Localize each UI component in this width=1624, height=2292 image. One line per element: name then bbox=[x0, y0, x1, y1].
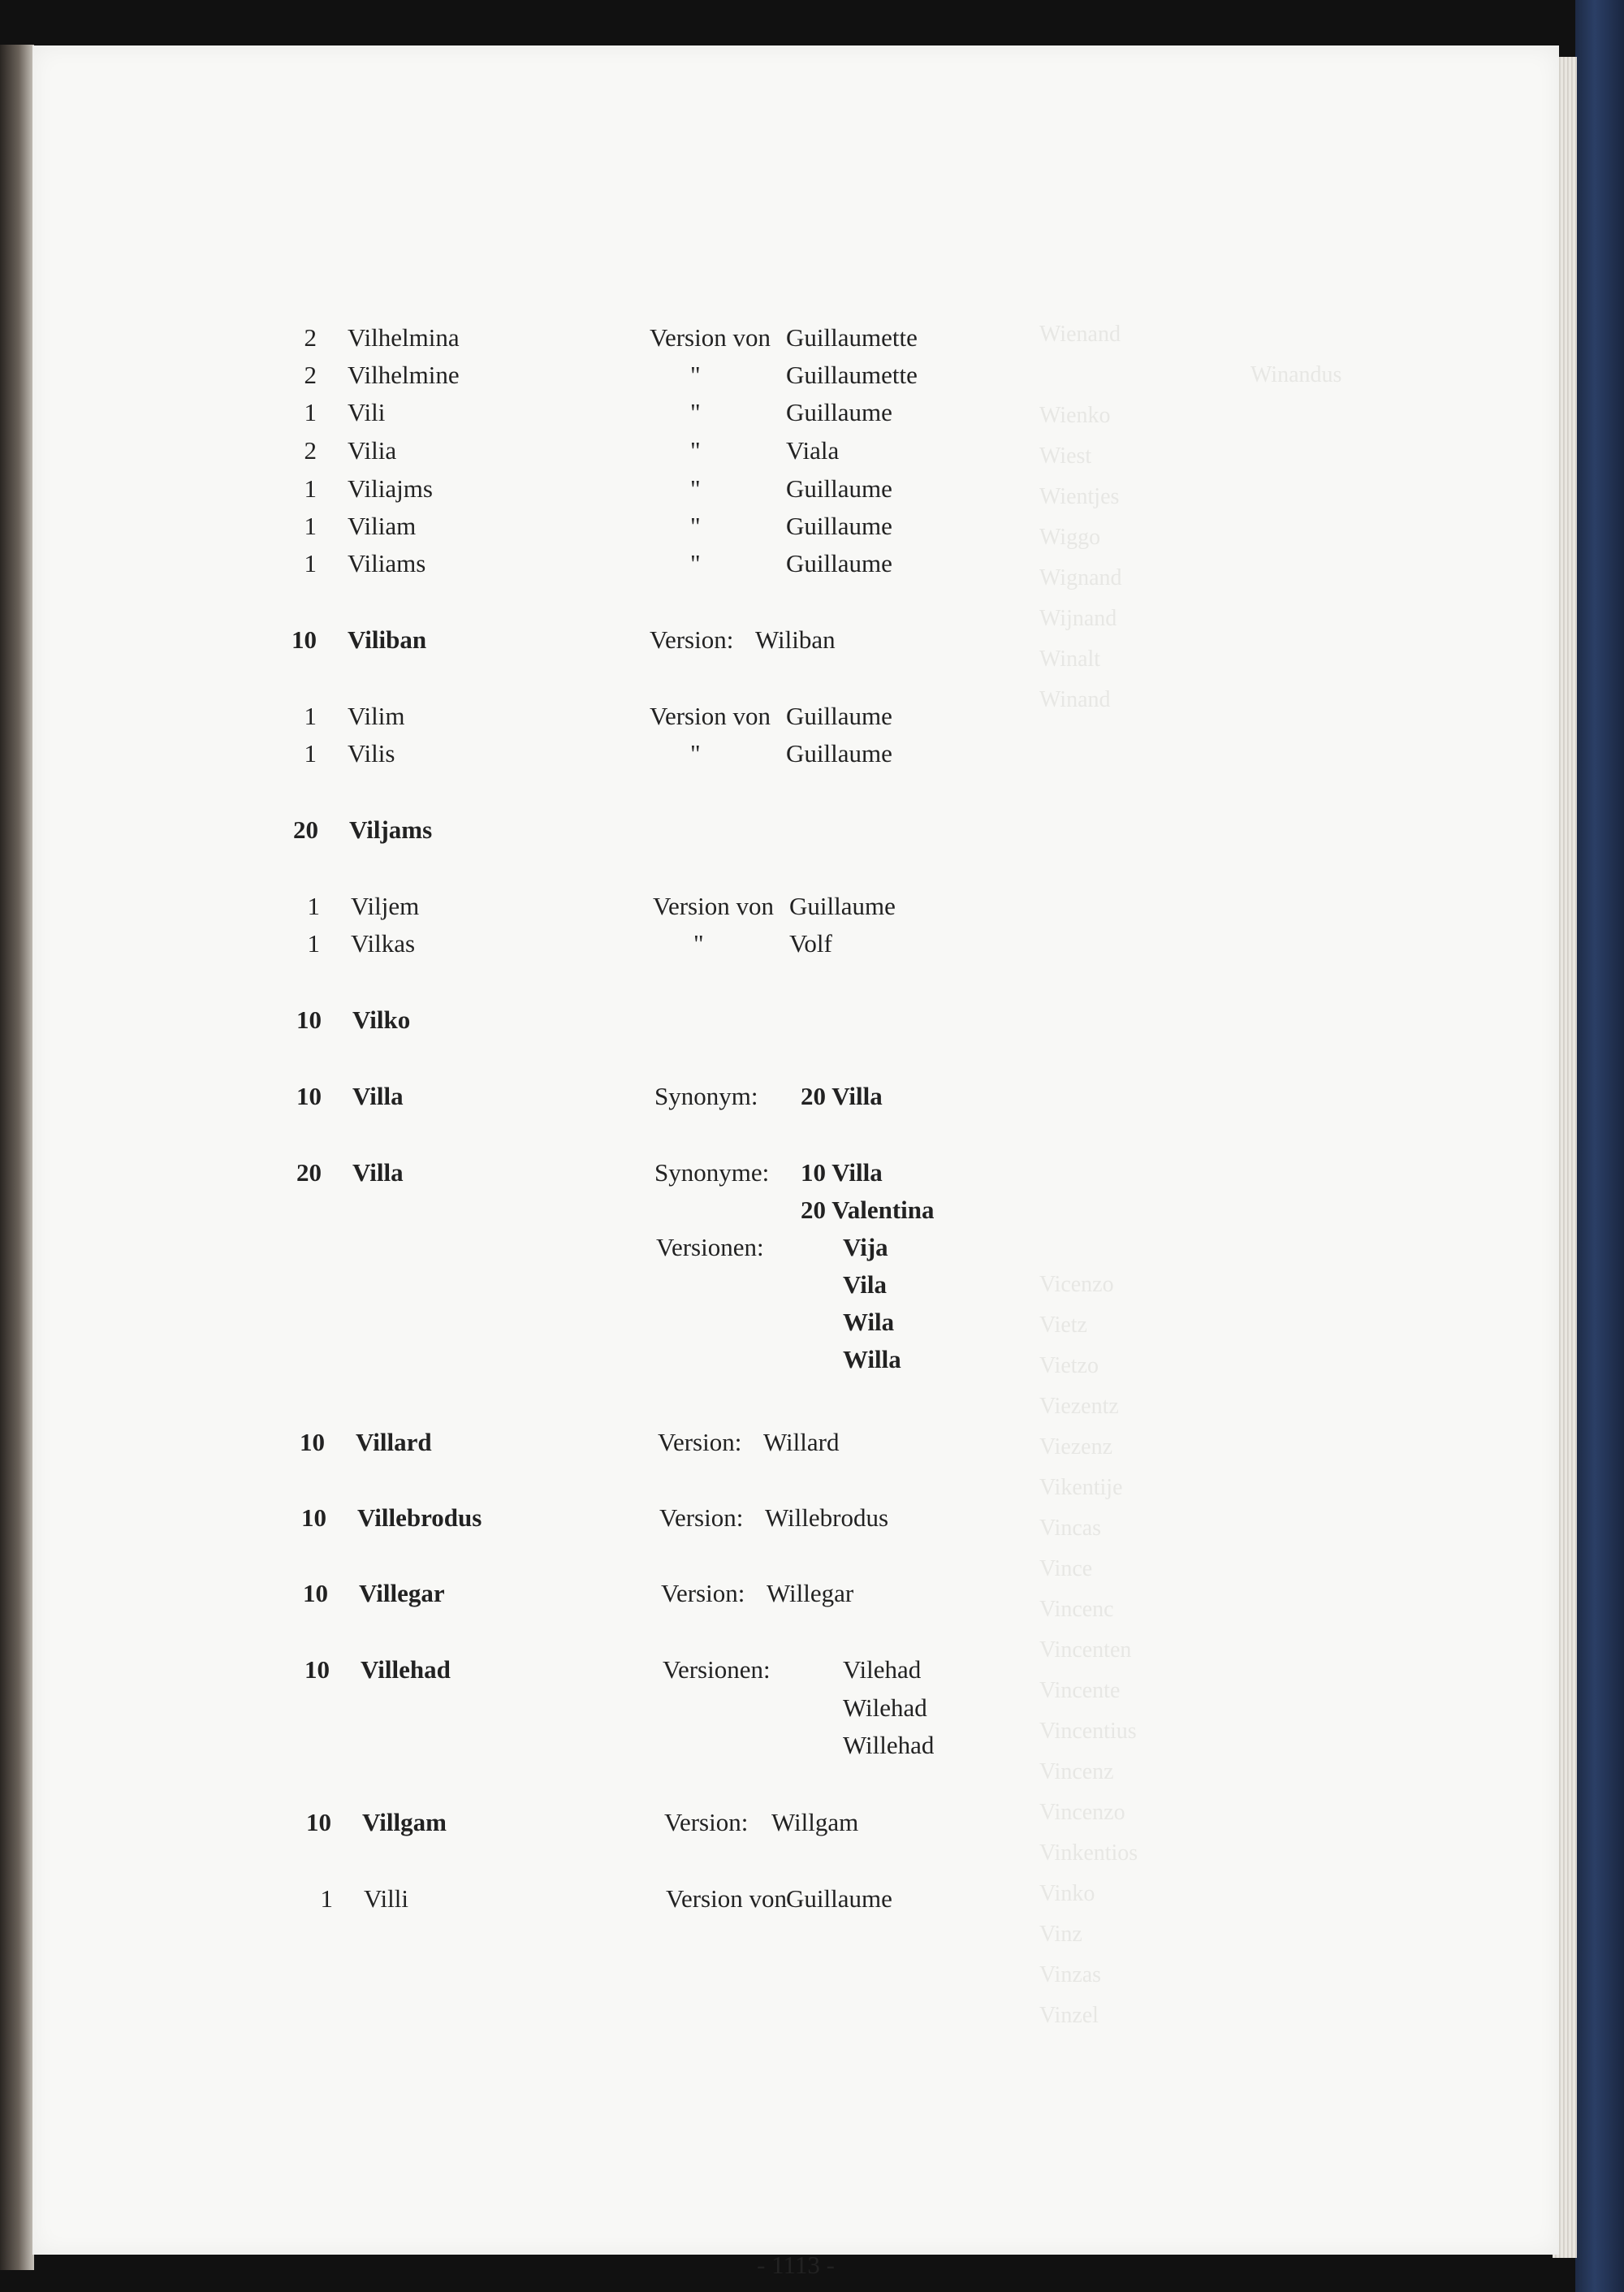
list-entry bbox=[32, 1269, 1559, 1301]
entry-note: Version von bbox=[666, 1884, 787, 1913]
list-entry bbox=[32, 890, 1559, 923]
list-entry bbox=[32, 1883, 1559, 1915]
entry-note: Synonym: bbox=[654, 1082, 758, 1110]
entry-note: Version von bbox=[653, 892, 774, 920]
entry-name: Vilhelmina bbox=[348, 323, 460, 352]
entry-target: Vija bbox=[843, 1233, 888, 1261]
book-page: Wienand Winandus Wienko Wiest Wientjes Wiggo Wignand Wijnand Winalt Winand Vicenzo Vietz Vietzo Viezentz Viezenz Vikentije Vincas Vince Vincenc Vincenten Vincente Vincentius Vincenz Vincenzo Vinkentios Vinko Vinz Vinzas Vinzel 2 Vilhelmina Version von Guillaumette 2 Vilhelmine " Guillaumette 1 Vili " Guillaume 2 Vilia " Viala 1 Viliajms " Guillaume 1 Viliam " Guillaume 1 Viliams " Guillaume 10 Viliban Version: Wiliban 1 Vilim Version von Guillaume 1 Vilis " Guillaume 20 Viljams 1 Viljem Version von Guillaume 1 Vilkas " Volf 10 Vilko 10 Villa Synonym: 20 Villa 20 Villa Synonyme: 10 Villa 20 Valentina Versionen: Vija Vila Wila Willa 10 Villard Version: Willard 10 Villebrodus Version: Willebrodus 10 Villegar Version: Willegar 10 Villehad Versionen: Vilehad Wilehad Willehad 10 Villgam Version: Willgam 1 Villi Version von Guillaume - 1113 - bbox=[32, 45, 1559, 2255]
entry-count: 10 bbox=[303, 1579, 328, 1607]
entry-note: " bbox=[693, 929, 704, 958]
list-entry bbox=[32, 1080, 1559, 1113]
list-entry bbox=[32, 814, 1559, 846]
list-entry bbox=[32, 1231, 1559, 1264]
entry-name: Vilim bbox=[348, 702, 405, 730]
list-entry bbox=[32, 1306, 1559, 1338]
list-entry bbox=[32, 473, 1559, 505]
entry-count: 1 bbox=[304, 398, 317, 426]
book-cover-edge bbox=[1575, 0, 1624, 2292]
list-entry bbox=[32, 700, 1559, 733]
entry-note: Synonyme: bbox=[654, 1158, 770, 1187]
entry-name: Villehad bbox=[361, 1655, 451, 1684]
entry-name: Viliajms bbox=[348, 474, 433, 503]
entry-note: Version von bbox=[650, 323, 771, 352]
entry-count: 10 bbox=[300, 1428, 325, 1456]
list-entry bbox=[32, 624, 1559, 656]
entry-count: 1 bbox=[304, 739, 317, 768]
list-entry bbox=[32, 359, 1559, 391]
entry-name: Villard bbox=[356, 1428, 432, 1456]
list-entry bbox=[32, 1654, 1559, 1686]
entry-name: Villi bbox=[364, 1884, 408, 1913]
entry-note: " bbox=[690, 436, 701, 465]
entry-count: 2 bbox=[304, 323, 317, 352]
list-entry bbox=[32, 510, 1559, 543]
entry-target: Guillaumette bbox=[786, 361, 918, 389]
entry-target: Guillaume bbox=[786, 549, 892, 577]
entry-name: Vilia bbox=[348, 436, 397, 465]
entry-target: Guillaume bbox=[786, 702, 892, 730]
entry-target: Willegar bbox=[767, 1579, 854, 1607]
entry-count: 10 bbox=[306, 1808, 331, 1836]
entry-target: Guillaumette bbox=[786, 323, 918, 352]
entry-target: Viala bbox=[786, 436, 840, 465]
entry-note: Version von bbox=[650, 702, 771, 730]
entry-target: Wiliban bbox=[755, 625, 836, 654]
entry-name: Viljams bbox=[349, 815, 433, 844]
entry-target: Vila bbox=[843, 1270, 887, 1299]
entry-target: Vilehad bbox=[843, 1655, 922, 1684]
entry-target: 10 Villa bbox=[801, 1158, 883, 1187]
page-number: - 1113 - bbox=[757, 2251, 835, 2279]
list-entry bbox=[32, 1004, 1559, 1036]
entry-note: Version: bbox=[650, 625, 734, 654]
entry-name: Villgam bbox=[362, 1808, 447, 1836]
entry-target: Willa bbox=[843, 1345, 901, 1373]
entry-target: Guillaume bbox=[786, 512, 892, 540]
entry-name: Viliams bbox=[348, 549, 426, 577]
entry-count: 1 bbox=[304, 474, 317, 503]
entry-count: 1 bbox=[320, 1884, 333, 1913]
entry-count: 10 bbox=[301, 1503, 326, 1532]
entry-name: Villegar bbox=[359, 1579, 445, 1607]
entry-name: Vilko bbox=[352, 1005, 411, 1034]
list-entry bbox=[32, 547, 1559, 580]
entry-note: Versionen: bbox=[656, 1233, 764, 1261]
list-entry bbox=[32, 396, 1559, 429]
entry-name: Villa bbox=[352, 1158, 404, 1187]
entry-name: Vilis bbox=[348, 739, 395, 768]
entry-note: " bbox=[690, 739, 701, 768]
list-entry bbox=[32, 928, 1559, 960]
entry-target: Guillaume bbox=[789, 892, 896, 920]
list-entry bbox=[32, 737, 1559, 770]
entry-note: Version: bbox=[661, 1579, 745, 1607]
entry-note: " bbox=[690, 361, 701, 389]
entry-note: Version: bbox=[664, 1808, 749, 1836]
entry-count: 10 bbox=[292, 625, 317, 654]
entry-note: Version: bbox=[658, 1428, 742, 1456]
entry-target: Willard bbox=[763, 1428, 840, 1456]
entry-name: Vilhelmine bbox=[348, 361, 460, 389]
entry-target: Wilehad bbox=[843, 1693, 927, 1722]
entry-name: Viliban bbox=[348, 625, 427, 654]
entry-name: Vili bbox=[348, 398, 386, 426]
entry-note: Versionen: bbox=[663, 1655, 771, 1684]
list-entry bbox=[32, 1692, 1559, 1724]
entry-count: 1 bbox=[307, 929, 320, 958]
list-entry bbox=[32, 322, 1559, 354]
entry-target: Willehad bbox=[843, 1731, 935, 1759]
list-entry bbox=[32, 1577, 1559, 1610]
list-entry bbox=[32, 1426, 1559, 1459]
entry-target: Guillaume bbox=[786, 739, 892, 768]
entry-count: 1 bbox=[304, 702, 317, 730]
entry-name: Villa bbox=[352, 1082, 404, 1110]
book-left-edge bbox=[0, 45, 34, 2270]
entry-target: Willebrodus bbox=[765, 1503, 889, 1532]
list-entry bbox=[32, 1157, 1559, 1189]
list-entry bbox=[32, 1729, 1559, 1762]
entry-count: 1 bbox=[304, 512, 317, 540]
entry-note: " bbox=[690, 474, 701, 503]
entry-name: Vilkas bbox=[351, 929, 416, 958]
entry-name: Villebrodus bbox=[357, 1503, 482, 1532]
entry-count: 20 bbox=[293, 815, 318, 844]
entry-target: Guillaume bbox=[786, 398, 892, 426]
entry-target: Guillaume bbox=[786, 1884, 892, 1913]
entry-count: 10 bbox=[296, 1082, 322, 1110]
list-entry bbox=[32, 1806, 1559, 1839]
list-entry bbox=[32, 435, 1559, 467]
entry-target: Willgam bbox=[771, 1808, 859, 1836]
entry-target: Volf bbox=[789, 929, 832, 958]
entry-note: " bbox=[690, 398, 701, 426]
entry-count: 2 bbox=[304, 436, 317, 465]
entry-count: 1 bbox=[304, 549, 317, 577]
entry-target: Guillaume bbox=[786, 474, 892, 503]
entry-name: Viljem bbox=[351, 892, 420, 920]
entry-count: 2 bbox=[304, 361, 317, 389]
entry-target: Wila bbox=[843, 1308, 895, 1336]
entry-target: 20 Villa bbox=[801, 1082, 883, 1110]
entry-count: 1 bbox=[307, 892, 320, 920]
list-entry bbox=[32, 1502, 1559, 1534]
entry-target: 20 Valentina bbox=[801, 1196, 935, 1224]
entry-count: 10 bbox=[304, 1655, 330, 1684]
entry-note: Version: bbox=[659, 1503, 744, 1532]
entry-count: 10 bbox=[296, 1005, 322, 1034]
entry-name: Viliam bbox=[348, 512, 417, 540]
entry-note: " bbox=[690, 549, 701, 577]
list-entry bbox=[32, 1343, 1559, 1376]
list-entry bbox=[32, 1194, 1559, 1226]
entry-count: 20 bbox=[296, 1158, 322, 1187]
entry-note: " bbox=[690, 512, 701, 540]
